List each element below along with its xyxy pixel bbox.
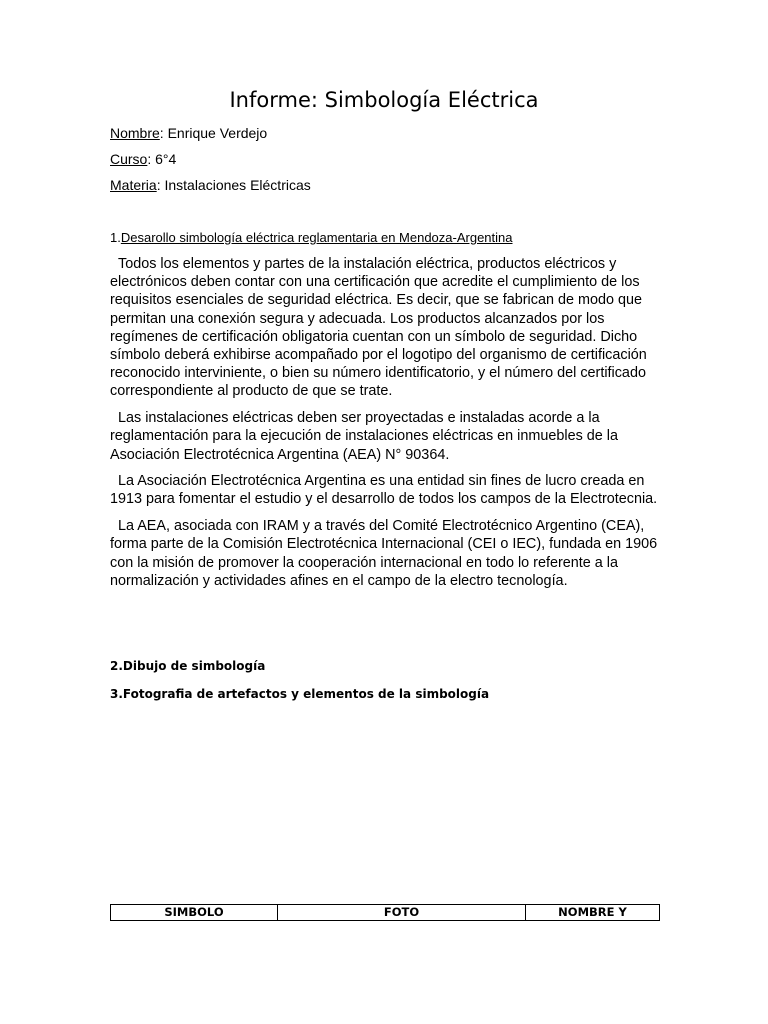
paragraph: La AEA, asociada con IRAM y a través del Comité Electrotécnico Argentino (CEA), forma parte de la Comisión Electrotécnica Internacional (CEI o IEC), fundada en 1906 con la misión de promover la cooperación internacional en todo lo referente a la normalización y actividades afines en el campo de la electro tecnología. — [110, 518, 658, 589]
section-1-heading — [110, 229, 513, 247]
meta-key: Materia — [110, 177, 157, 193]
symbol-table — [110, 904, 660, 921]
table-header-nombre: NOMBRE Y — [526, 905, 660, 921]
meta-value: : Enrique Verdejo — [159, 125, 268, 141]
paragraph: Las instalaciones eléctricas deben ser proyectadas e instaladas acorde a la reglamentación para la ejecución de instalaciones eléctricas en inmuebles de la Asociación Electrotécnica Argentina (AEA) N° 90364. — [110, 410, 618, 463]
meta-key: Curso — [110, 151, 148, 167]
section-2-heading: 2.Dibujo de simbología — [110, 659, 266, 673]
section-3-heading: 3.Fotografia de artefactos y elementos de la simbología — [110, 687, 490, 701]
meta-value: : 6°4 — [147, 151, 177, 167]
table-header-row — [111, 905, 660, 921]
paragraph: La Asociación Electrotécnica Argentina es una entidad sin fines de lucro creada en 1913 para fomentar el estudio y el desarrollo de todos los campos de la Electrotecnia. — [110, 473, 658, 508]
section-1-title: Desarollo simbología eléctrica reglamentaria en Mendoza-Argentina — [120, 230, 513, 245]
table-header-foto: FOTO — [278, 905, 526, 921]
meta-curso — [110, 150, 176, 168]
meta-nombre — [110, 124, 267, 142]
meta-key: Nombre — [110, 125, 160, 141]
meta-materia — [110, 176, 311, 194]
meta-value: : Instalaciones Eléctricas — [156, 177, 311, 193]
document-title: Informe: Simbología Eléctrica — [229, 88, 539, 112]
section-1-number: 1. — [110, 230, 121, 245]
paragraph: Todos los elementos y partes de la instalación eléctrica, productos eléctricos y electrónicos deben contar con una certificación que acredite el cumplimiento de los requisitos esenciales de seguridad eléctrica. Es decir, que se fabrican de modo que permitan una conexión segura y adecuada. Los productos alcanzados por los regímenes de certificación obligatoria cuentan con un símbolo de seguridad. Dicho símbolo deberá exhibirse acompañado por el logotipo del organismo de certificación reconocido interviniente, o bien su número identificatorio, y el número del certificado correspondiente al producto de que se trate. — [110, 256, 647, 400]
table-header-simbolo: SIMBOLO — [111, 905, 278, 921]
section-1-body — [110, 255, 658, 598]
